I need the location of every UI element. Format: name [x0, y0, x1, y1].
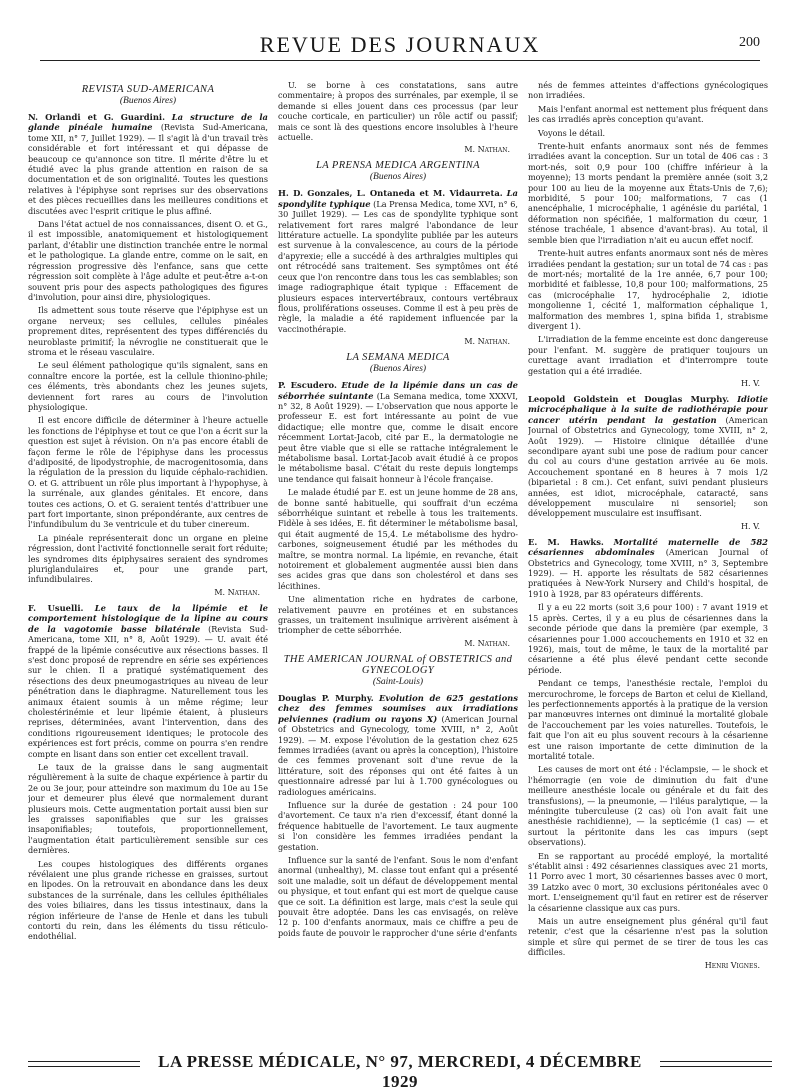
reviewer-signature: H. V.: [741, 521, 760, 531]
footer-rule-left: [28, 1061, 140, 1067]
article-body: (Revista Sud-Americana, tome XII, n° 7, Juillet 1929). — Il s'agit là d'un travail très considérable et fort intéressant et qui dépasse de beaucoup ce qu'annonce son titre. Il mérite d'être lu et étudié avec la plus grande attention en raison de sa documentation et de son originalité. Toutes les questions relatives à l'épiphyse sont reprises sur des observations et des pièces recueillies dans les meilleures conditions et discutées avec l'esprit critique le plus affiné.: [28, 122, 268, 216]
article-paragraph: Trente-huit autres enfants anormaux sont nés de mères irradiées pendant la gestation; sur un total de 74 cas : pas de mort-nés; mortalité de la 1re année, 6,7 pour 100; morbidité et faiblesse, 10,8 pour 100; malformations, 25 cas (microcéphalie 17, hydrocéphalie 2, idiotie mongolienne 1, cécité 1, malformation céphalique 1, malformation des membres 1, spina bifida 1, strabisme divergent 1).: [528, 248, 768, 331]
article-entry: [528, 537, 768, 599]
footer: [28, 1052, 772, 1091]
article-paragraph: Il y a eu 22 morts (soit 3,6 pour 100) : 7 avant 1919 et 15 après. Certes, il y a eu plus de césariennes dans la seconde période que dans la première (par exemple, 3 césariennes pour 1.000 accouchements en 1910 et 32 en 1926), mais, tout de même, le taux de la mortalité par césarienne a été plus élevé pendant cette seconde période.: [528, 602, 768, 675]
header-rule: [40, 60, 760, 61]
column-3: [528, 80, 768, 1030]
reviewer-signature: M. Nathan.: [464, 145, 510, 155]
journal-heading: THE AMERICAN JOURNAL of OBSTETRICS and GYNECOLOGY: [283, 653, 513, 676]
column-1: [28, 80, 268, 1030]
footer-rule-right: [660, 1061, 772, 1067]
article-body: (American Journal of Obstetrics and Gynecology, tome XVIII, n° 2, Août 1929). — Histoire clinique détaillée d'une secondipare ayant subi une pose de radium pour cancer du col au cours d'une gestation arrivée au 6e mois. Accouchement spontané en 8 heures à 7 mois 1/2 (biparietal : 8 cm.). Cet enfant, suivi pendant plusieurs années, est idiot, microcéphale, cataracté, sans développement musculaire ni sensoriel; son développement musculaire est insuffisant.: [528, 414, 768, 519]
article-entry: [278, 380, 518, 484]
article-authors: Leopold Goldstein et Douglas Murphy.: [528, 393, 730, 404]
reviewer-signature: M. Nathan.: [464, 638, 510, 648]
article-title: Le taux de la lipémie et le comportement histologique de la lipine au cours de la vagotomie basse bilatérale: [28, 602, 268, 634]
article-authors: E. M. Hawks.: [528, 536, 604, 547]
article-paragraph: Le malade étudié par E. est un jeune homme de 28 ans, de bonne santé habituelle, qui souffrait d'un eczéma séborrhéique suintant et rebelle à tous les traitements. Fidèle à ses idées, E. fit déterminer le métabolisme basal, qui était augmenté de 15,4. Le métabolisme des hydro-carbones, soigneusement étudié par les méthodes du maître, se montra normal. La lipémie, en revanche, était notoirement et globalement augmentée aussi bien dans ses acides gras que dans son cholestérol et dans ses lécithines.: [278, 487, 518, 591]
article-paragraph: Les coupes histologiques des différents organes révélaient une plus grande richesse en graisses, surtout en lipodes. On la retrouvait en abondance dans les deux substances de la surrénale, dans les cellules épithéliales des voies biliaires, dans les tissus intestinaux, dans la région inférieure de l'anse de Henle et dans les tubuli contorti du rein, dans les éléments du tissu réticulo-endothélial.: [28, 858, 268, 942]
article-paragraph: Mais un autre enseignement plus général qu'il faut retenir, c'est que la césarienne n'est pas la solution simple et sûre qui permet de se tirer de tous les cas difficiles.: [528, 916, 768, 958]
article-title: Idiotie microcéphalique à la suite de radiothérapie pour cancer utérin pendant la gestation: [528, 393, 768, 425]
page-title: REVUE DES JOURNAUX: [259, 32, 541, 57]
journal-city: (Buenos Aires): [119, 96, 177, 106]
article-paragraph: La pinéale représenterait donc un organe en pleine régression, dont l'activité fonctionnelle serait fort réduite; les syndromes dits épiphysaires seraient des syndromes pluriglandulaires et, pour une grande part, infundibulaires.: [28, 532, 268, 585]
article-body: (Revista Sud-Americana, tome XII, n° 8, Août 1929). — U. avait été frappé de la lipémie consécutive aux résections basses. Il s'est donc proposé de reprendre en série ses expériences sur le chien. Il a pratiqué systématiquement des résections des deux pneumogastriques au niveau de leur pénétration dans le diaphragme. Naturellement tous les animaux étaient soumis à un même régime; leur cholestérinémie et leur lipémie étaient, à plusieurs reprises, déterminées, avant l'intervention, dans des conditions rigoureusement identiques; le protocole des expériences est fort précis, comme on pourra s'en rendre compte en lisant dans son entier cet excellent travail.: [28, 623, 268, 759]
article-body: (La Prensa Medica, tome XVI, n° 6, 30 Juillet 1929). — Les cas de spondylite typhique sont relativement fort rares malgré l'abondance de leur littérature actuelle. La spondylite publiée par les auteurs est survenue à la convalescence, au cours de la période d'apyrexie; elle a succédé à des arthralgies multiples qui ont rétrocédé sans traitement. Ses symptômes ont été ceux que l'on rencontre dans tous les cas semblables; son image radiographique était typique : Effacement de plusieurs espaces intervertébraux, contours vertébraux flous, proliférations osseuses. Comme il est à peu près de règle, la maladie a été rapidement influencée par la vaccinothérapie.: [278, 198, 518, 334]
article-paragraph: Trente-huit enfants anormaux sont nés de femmes irradiées avant la conception. Sur un total de 406 cas : 3 mort-nés, soit 0,9 pour 100 (chiffre inférieur à la moyenne); 13 morts pendant la première année (soit 3,2 pour 100 au lieu de la moyenne aux États-Unis de 7,6); morbidité, 5 pour 100; malformations, 7 cas (1 anencéphalie, 1 microcéphalie, 1 agénésie du pariétal, 1 déformation non spécifiée, 1 malformation du cœur, 1 sténose trachéale, 1 absence d'avant-bras). Au total, il semble bien que l'irradiation n'ait eu aucun effet nocif.: [528, 141, 768, 245]
journal-city: (Buenos Aires): [369, 364, 427, 375]
article-paragraph: Mais l'enfant anormal est nettement plus fréquent dans les cas irradiés après conception qu'avant.: [528, 103, 768, 125]
article-body: (American Journal of Obstetrics and Gynecology, tome XVIII, n° 3, Septembre 1929). — H. apporte les résultats de 582 césariennes pratiquées à New-York Nursery and Child's hospital, de 1910 à 1928, par 83 opérateurs différents.: [528, 547, 768, 599]
article-paragraph: Le taux de la graisse dans le sang augmentait régulièrement à la suite de chaque expérience à partir du 2e ou 3e jour, pour atteindre son maximum du 10e au 15e jour et demeurer plus élevé que normalement durant plusieurs mois. Cette augmentation portait aussi bien sur les graisses saponifiables que sur les graisses insaponifiables; toutefois, proportionnellement, l'augmentation était particulièrement sensible sur ces dernières.: [28, 761, 268, 856]
article-paragraph: U. se borne à ces constatations, sans autre commentaire; à propos des surrénales, par exemple, il se demande si elles jouent dans ces processus (par leur couche corticale, en particulier) un rôle actif ou passif; mais ce sont là des questions encore insolubles à l'heure actuelle.: [278, 80, 518, 143]
reviewer-signature: M. Nathan.: [464, 337, 510, 347]
article-body: (La Semana medica, tome XXXVI, n° 32, 8 Août 1929). — L'observation que nous apporte le professeur E. est fort intéressante au point de vue didactique; elle montre que, comme le disait encore récemment Lortat-Jacob, cité par E., la dermatologie ne peut être viable que si elle se rattache intégralement le métabolisme basal. Lortat-Jacob avait étudié à ce propos le métabolisme basal. C'était du reste depuis longtemps une tendance qui faisait honneur à l'école française.: [278, 390, 518, 484]
article-paragraph: Le seul élément pathologique qu'ils signalent, sans en connaître encore la portée, est la cellule thionino-phile; ces éléments, très abondants chez les jeunes sujets, deviennent fort rares au cours de l'involution physiologique.: [28, 360, 268, 412]
article-entry: [528, 394, 768, 519]
article-paragraph: Ils admettent sous toute réserve que l'épiphyse est un organe nerveux; ses cellules, cellules pinéales proprement dites, représentent des types différenciés du neuroblaste primitif; la névroglie ne constituerait que le stroma et le réseau vasculaire.: [28, 305, 268, 357]
article-title: Evolution de 625 gestations chez des femmes soumises aux irradiations pelviennes (radium ou rayons X): [278, 692, 518, 724]
article-authors: P. Escudero.: [278, 380, 337, 391]
reviewer-signature: M. Nathan.: [214, 587, 260, 597]
column-2: [278, 80, 518, 1030]
article-authors: F. Usuelli.: [28, 602, 84, 613]
article-authors: N. Orlandi et G. Guardini.: [28, 112, 166, 122]
article-paragraph: Dans l'état actuel de nos connaissances, disent O. et G., il est impossible, anatomiquement et histologiquement parlant, d'établir une distinction tranchée entre le normal et le pathologique. La glande entre, comme on le sait, en régression progressive dès l'enfance, sans que cette régression soit complète à l'âge adulte et peut-être a-t-on souvent pris pour des aspects pathologiques des figures d'involution, pour ainsi dire, physiologiques.: [28, 219, 268, 302]
article-entry: [28, 603, 268, 759]
journal-heading: LA PRENSA MEDICA ARGENTINA: [316, 160, 480, 172]
article-authors: H. D. Gonzales, L. Ontaneda et M. Vidaurreta.: [278, 188, 503, 199]
article-paragraph: Influence sur la durée de gestation : 24 pour 100 d'avortement. Ce taux n'a rien d'excessif, étant donné la fréquence habituelle de l'avortement. Le taux augmente si l'on considère les femmes irradiées pendant la gestation.: [278, 799, 518, 852]
article-entry: [278, 188, 518, 334]
journal-city: (Saint-Louis): [372, 676, 424, 687]
journal-city: (Buenos Aires): [369, 172, 427, 183]
article-title: Etude de la lipémie dans un cas de séborrhée suintante: [278, 380, 518, 401]
article-paragraph: Influence sur la santé de l'enfant. Sous le nom d'enfant anormal (unhealthy), M. classe tout enfant qui a présenté soit une maladie, soit un défaut de développement mental ou physique, et tout enfant qui est mort de quelque cause que ce soit. La définition est large, mais c'est la seule qui pouvait être adoptée. Dans les cas envisagés, on relève 12 p. 100 d'enfants anormaux, mais ce chiffre a peu de poids faute de pouvoir le rapprocher d'une série d'enfants: [278, 854, 518, 938]
article-paragraph: En se rapportant au procédé employé, la mortalité s'établit ainsi : 492 césariennes classiques avec 21 morts, 11 Porro avec 1 mort, 30 césariennes basses avec 0 mort, 39 Latzko avec 0 mort, 30 exclusions péritonéales avec 0 mort. L'enseignement qu'il faut en retirer est de réserver la césarienne classique aux cas purs.: [528, 850, 768, 913]
article-body: (American Journal of Obstetrics and Gynecology, tome XVIII, n° 2, Août 1929). — M. expose l'évolution de la gestation chez 625 femmes irradiées (avant ou après la conception), l'histoire de ces femmes provenant soit d'une revue de la littérature, soit des réponses qui ont été faites à un questionnaire adressé par lui à 1.700 gynécologues ou radiologues américains.: [278, 713, 518, 797]
journal-heading: REVISTA SUD-AMERICANA: [81, 84, 215, 95]
article-paragraph: Pendant ce temps, l'anesthésie rectale, l'emploi du mercurochrome, le forceps de Barton et celui de Kielland, les perfectionnements apportés à la pratique de la version par manœuvres internes ont diminué la mortalité globale de l'accouchement par les voies naturelles. Toutefois, le fait que l'on ait eu plus souvent recours à la césarienne est une raison importante de cette diminution de la mortalité totale.: [528, 678, 768, 761]
article-authors: Douglas P. Murphy.: [278, 692, 374, 703]
article-paragraph: Une alimentation riche en hydrates de carbone, relativement pauvre en protéines et en substances grasses, un traitement insulinique arrivèrent aisément à triompher de cette séborrhée.: [278, 594, 518, 636]
article-paragraph: Voyons le détail.: [538, 127, 606, 138]
footer-text: LA PRESSE MÉDICALE, N° 97, MERCREDI, 4 DÉCEMBRE 1929: [158, 1052, 642, 1091]
article-paragraph: nés de femmes atteintes d'affections gynécologiques non irradiées.: [528, 80, 768, 101]
article-paragraph: L'irradiation de la femme enceinte est donc dangereuse pour l'enfant. M. suggère de pratiquer toujours un curettage avant irradiation et d'interrompre toute gestation qui a été irradiée.: [528, 334, 768, 376]
journal-heading: LA SEMANA MEDICA: [346, 352, 450, 364]
article-entry: [28, 112, 268, 216]
article-paragraph: Les causes de mort ont été : l'éclampsie, — le shock et l'hémorragie (en voie de diminution du fait d'une meilleure anesthésie locale ou générale et du fait des transfusions), — la pneumonie, — l'iléus paralytique, — la méningite tuberculeuse (2 cas) où l'on avait fait une anesthésie rachidienne), — la septicémie (1 cas) — et surtout la péritonite dans les cas impurs (sept observations).: [528, 764, 768, 848]
article-title: La spondylite typhique: [278, 188, 518, 209]
masthead: [40, 30, 760, 62]
page-number: 200: [739, 35, 760, 50]
article-title: Mortalité maternelle de 582 césariennes abdominales: [528, 536, 768, 558]
reviewer-signature: Henri Vignes.: [704, 960, 760, 970]
article-title: La structure de la glande pinéale humaine: [28, 112, 268, 133]
article-entry: [278, 693, 518, 797]
article-paragraph: Il est encore difficile de déterminer à l'heure actuelle les fonctions de l'épiphyse et tout ce que l'on a écrit sur la question est sujet à révision. On n'a pas encore établi de façon ferme le rôle de l'épiphyse dans les processus d'adiposité, de lipodystrophie, de macrogenitosomia, dans la régulation de la pression du liquide céphalo-rachidien. O. et G. attribuent un rôle plus important à l'hypophyse, à la surrénale, aux glandes génitales. Et encore, dans toutes ces actions, O. et G. seraient tentés d'attribuer une part fort importante, sinon prépondérante, aux centres de l'infundibulum du 3e ventricule et du tuber cinereum.: [28, 415, 268, 530]
reviewer-signature: H. V.: [741, 378, 760, 388]
